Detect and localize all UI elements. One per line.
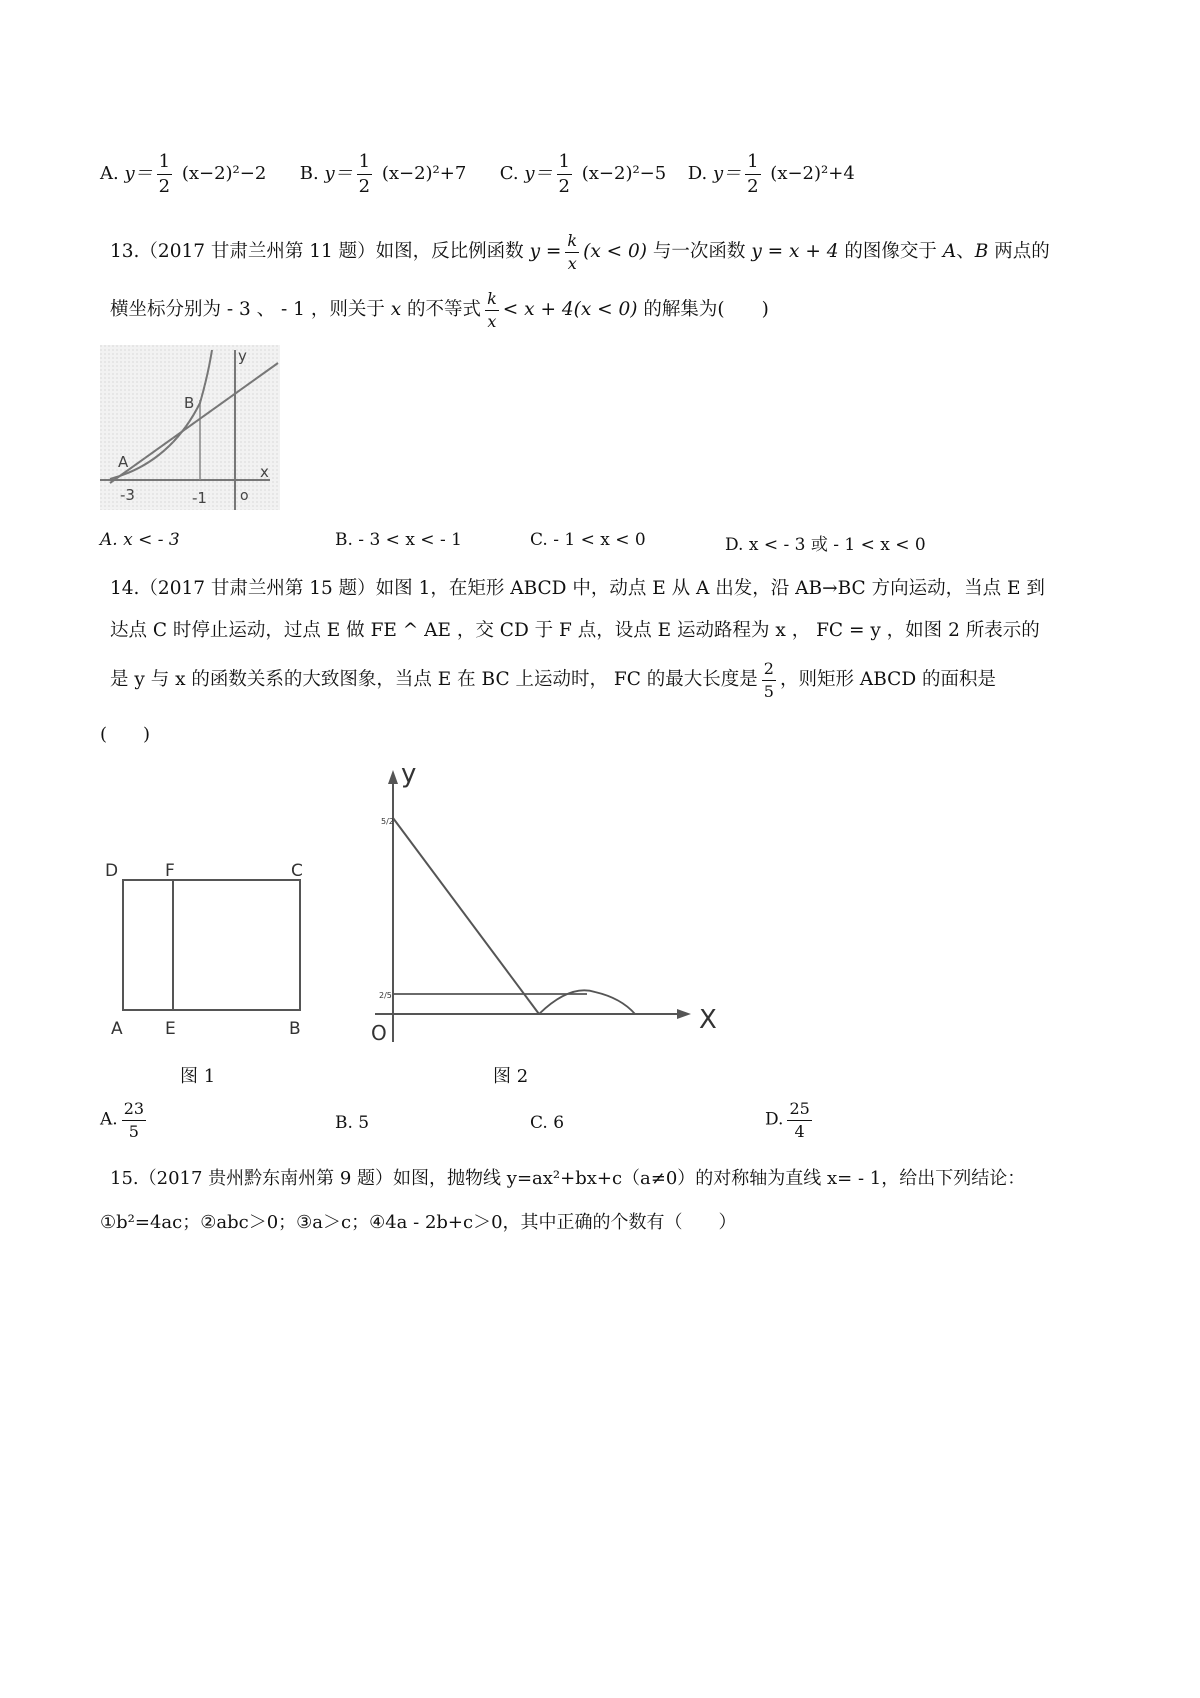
y-axis-arrow: [388, 770, 398, 784]
label-b: B: [289, 1019, 301, 1039]
max-length-fraction: $\frac{2}{5}$: [763, 659, 774, 701]
x-axis-label: X: [699, 1005, 717, 1035]
q13-option-a[interactable]: A. x < - 3: [100, 530, 180, 550]
q13-line-2: 横坐标分别为 - 3 、 - 1 ，则关于 x 的不等式 $\frac{k}{x}$ < x + 4(x < 0) 的解集为( ): [110, 289, 769, 331]
k-over-x-fraction: $\frac{k}{x}$: [487, 289, 497, 331]
label-f: F: [165, 861, 175, 881]
q14-option-c[interactable]: C. 6: [530, 1113, 565, 1133]
figure-1-caption: 图 1: [180, 1066, 216, 1087]
q14-line-1: 14.（2017 甘肃兰州第 15 题）如图 1，在矩形 ABCD 中，动点 E 从 A 出发，沿 AB→BC 方向运动，当点 E 到: [110, 578, 1045, 599]
q12-options: [100, 152, 855, 197]
tick-neg3: -3: [120, 486, 135, 504]
origin-label: O: [371, 1021, 387, 1045]
rectangle-abcd: [123, 880, 300, 1010]
q14-line-4: ( ): [100, 724, 151, 745]
tick-five-halves: 5/2: [381, 817, 394, 826]
q12-option-a[interactable]: A. y＝ $\frac{1}{2}$ (x−2)²−2: [100, 151, 267, 197]
q15-line-2: ①b²=4ac；②abc＞0；③a＞c；④4a - 2b+c＞0，其中正确的个数有（ ）: [100, 1212, 737, 1233]
label-c: C: [291, 861, 303, 881]
option-a-fraction: $\frac{23}{5}$: [123, 1099, 145, 1141]
q14-line-2: 达点 C 时停止运动，过点 E 做 FE ^ AE ，交 CD 于 F 点，设点 E 运动路程为 x ， FC = y ，如图 2 所表示的: [110, 620, 1040, 641]
q13-option-c[interactable]: C. - 1 < x < 0: [530, 530, 646, 550]
x-axis-label: x: [260, 463, 269, 481]
q12-option-c[interactable]: C. y＝ $\frac{1}{2}$ (x−2)²−5: [499, 151, 667, 197]
half-fraction: $\frac{1}{2}$: [747, 151, 759, 197]
q14-figure-2: [365, 752, 725, 1052]
k-over-x-fraction: $\frac{k}{x}$: [567, 231, 578, 273]
tick-two-fifths: 2/5: [379, 991, 392, 1000]
label-d: D: [105, 861, 119, 881]
q14-line-3: 是 y 与 x 的函数关系的大致图象，当点 E 在 BC 上运动时， FC 的最大长度是 $\frac{2}{5}$ ，则矩形 ABCD 的面积是: [110, 659, 997, 701]
option-d-fraction: $\frac{25}{4}$: [789, 1099, 810, 1141]
q12-option-d[interactable]: D. y＝ $\frac{1}{2}$ (x−2)²+4: [687, 151, 855, 197]
y-axis-label: y: [238, 347, 247, 365]
label-a: A: [111, 1019, 123, 1039]
q13-option-d[interactable]: D. x < - 3 或 - 1 < x < 0: [725, 535, 926, 555]
q13-option-b[interactable]: B. - 3 < x < - 1: [335, 530, 462, 550]
q13-figure: [100, 345, 290, 515]
half-fraction: $\frac{1}{2}$: [158, 151, 171, 197]
half-fraction: $\frac{1}{2}$: [358, 151, 371, 197]
q15-line-1: 15.（2017 贵州黔东南州第 9 题）如图，抛物线 y=ax²+bx+c（a≠0）的对称轴为直线 x= - 1，给出下列结论：: [110, 1168, 1026, 1189]
q14-figure-1: [95, 850, 325, 1050]
point-b-label: B: [184, 394, 195, 412]
q14-option-d[interactable]: D. $\frac{25}{4}$: [765, 1099, 810, 1141]
x-axis-arrow: [677, 1009, 691, 1019]
point-a-label: A: [118, 453, 129, 471]
q14-option-a[interactable]: A. $\frac{23}{5}$: [100, 1099, 145, 1141]
q13-line-1: 13.（2017 甘肃兰州第 11 题）如图，反比例函数 y = $\frac{k}{x}$ (x < 0) 与一次函数 y = x + 4 的图像交于 A、B 两点的: [110, 231, 1050, 273]
decreasing-segment: [393, 818, 539, 1014]
tick-neg1: -1: [192, 489, 207, 507]
figure-2-caption: 图 2: [493, 1066, 529, 1087]
y-axis-label: y: [401, 759, 417, 789]
q12-option-b[interactable]: B. y＝ $\frac{1}{2}$ (x−2)²+7: [299, 151, 467, 197]
q14-option-b[interactable]: B. 5: [335, 1113, 370, 1133]
half-fraction: $\frac{1}{2}$: [558, 151, 570, 197]
label-e: E: [165, 1019, 176, 1039]
origin-label: o: [240, 488, 249, 504]
